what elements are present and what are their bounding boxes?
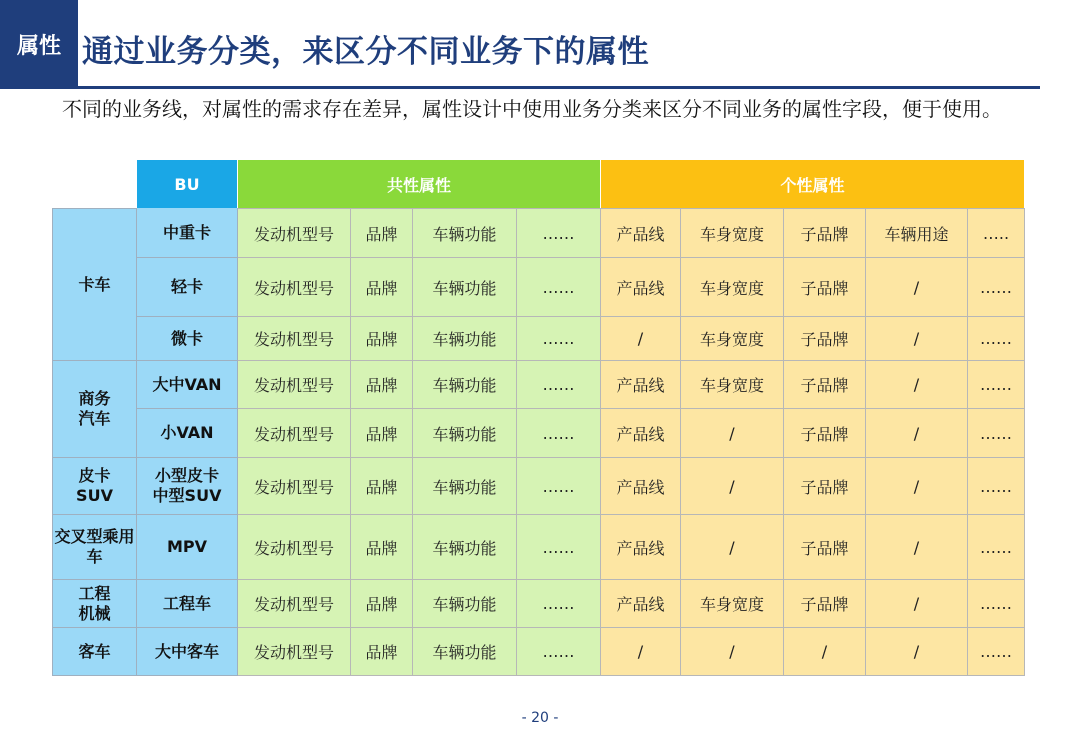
table-cell <box>784 258 866 317</box>
table-cell-label: 车身宽度 <box>699 278 764 298</box>
bu-group-label: 商务 汽车 <box>78 389 111 428</box>
table-cell <box>351 409 413 458</box>
bu-group <box>52 515 137 580</box>
table-cell <box>866 515 968 580</box>
sub-bu-label: 大中客车 <box>154 641 219 661</box>
table-cell-label: 车辆功能 <box>432 278 497 298</box>
table-cell <box>866 317 968 361</box>
table-cell <box>517 580 601 628</box>
table-cell <box>784 515 866 580</box>
table-cell <box>866 409 968 458</box>
sub-bu-label: 轻卡 <box>170 277 203 296</box>
table-cell-label: 产品线 <box>616 595 665 614</box>
table-cell-label: 发动机型号 <box>253 643 334 662</box>
table-cell-label: 品牌 <box>365 224 398 244</box>
table-cell-label: 产品线 <box>616 278 665 298</box>
table-cell-label: / <box>637 642 644 661</box>
sub-bu <box>137 361 238 409</box>
table-cell <box>601 580 681 628</box>
table-cell-label: …… <box>542 476 575 496</box>
table-cell <box>968 628 1025 676</box>
table-cell-label: / <box>913 537 920 557</box>
table-cell-label: / <box>913 277 920 297</box>
table-cell <box>866 458 968 515</box>
table-cell-label: 车身宽度 <box>699 595 764 614</box>
table-cell <box>681 580 784 628</box>
table-cell <box>681 515 784 580</box>
table-cell <box>413 628 517 676</box>
table-cell-label: 品牌 <box>365 595 398 614</box>
table-cell-label: / <box>913 642 920 661</box>
table-cell-label: 发动机型号 <box>253 224 334 244</box>
table-cell <box>681 409 784 458</box>
table-cell-label: / <box>913 476 920 496</box>
table-cell-label: …… <box>542 329 575 348</box>
table-cell <box>784 409 866 458</box>
sub-bu <box>137 317 238 361</box>
sub-bu-label: MPV <box>166 537 208 556</box>
table-cell-label: 车辆功能 <box>432 224 497 244</box>
table-cell-label: 车辆功能 <box>432 330 497 349</box>
table-cell-label: 车辆功能 <box>432 424 497 444</box>
table-cell <box>517 361 601 409</box>
bu-group <box>52 208 137 361</box>
table-cell <box>784 317 866 361</box>
table-cell-label: …… <box>542 223 575 243</box>
header-common-attributes-label: 共性属性 <box>386 175 451 195</box>
table-cell <box>238 409 351 458</box>
table-cell <box>968 361 1025 409</box>
sub-bu <box>137 409 238 458</box>
table-cell <box>238 258 351 317</box>
table-cell <box>517 258 601 317</box>
table-cell-label: / <box>913 329 920 348</box>
table-cell-label: / <box>729 537 735 557</box>
table-cell-label: / <box>913 594 920 613</box>
table-cell <box>601 258 681 317</box>
table-cell-label: …… <box>980 642 1012 661</box>
sub-bu <box>137 515 238 580</box>
table-cell <box>351 361 413 409</box>
table-cell-label: 发动机型号 <box>253 376 334 395</box>
table-cell-label: / <box>729 642 735 661</box>
table-cell-label: / <box>729 476 735 496</box>
table-cell-label: 品牌 <box>365 278 398 298</box>
table-cell <box>601 409 681 458</box>
table-cell-label: …… <box>980 594 1012 613</box>
table-cell-label: 发动机型号 <box>253 595 334 614</box>
sub-bu <box>137 458 238 515</box>
sub-bu-label: 中重卡 <box>162 222 211 242</box>
table-cell <box>681 628 784 676</box>
table-cell <box>351 515 413 580</box>
table-cell-label: 车辆功能 <box>432 477 497 497</box>
bu-group-label: 皮卡 SUV <box>76 466 113 505</box>
header-bu-label: BU <box>174 174 200 194</box>
table-cell <box>238 361 351 409</box>
table-cell-label: 车辆功能 <box>432 595 497 614</box>
table-cell <box>517 317 601 361</box>
table-cell-label: 品牌 <box>365 477 398 497</box>
table-cell <box>601 208 681 258</box>
table-cell <box>601 317 681 361</box>
table-cell <box>681 258 784 317</box>
page-title: 通过业务分类，来区分不同业务下的属性 <box>82 34 649 70</box>
table-cell <box>866 361 968 409</box>
sub-bu-label: 小型皮卡 中型SUV <box>152 466 222 505</box>
table-cell-label: 产品线 <box>616 376 665 395</box>
table-cell-label: 子品牌 <box>800 330 849 349</box>
table-cell-label: 发动机型号 <box>253 424 334 444</box>
table-cell <box>351 258 413 317</box>
table-cell-label: 产品线 <box>616 477 665 497</box>
table-cell <box>968 409 1025 458</box>
table-cell-label: / <box>637 329 644 348</box>
table-cell-label: …… <box>980 537 1012 557</box>
table-cell <box>238 580 351 628</box>
table-cell <box>413 208 517 258</box>
table-cell-label: 子品牌 <box>800 224 849 244</box>
table-cell <box>784 208 866 258</box>
table-cell <box>413 458 517 515</box>
table-cell-label: …… <box>980 476 1012 496</box>
table-cell <box>866 580 968 628</box>
table-cell-label: 发动机型号 <box>253 538 334 558</box>
table-cell-label: 车辆功能 <box>432 643 497 662</box>
table-cell <box>413 258 517 317</box>
table-cell-label: 子品牌 <box>800 278 849 298</box>
table-cell <box>601 515 681 580</box>
title-divider <box>0 86 1040 89</box>
page-number: - 20 - <box>521 710 559 726</box>
table-cell <box>866 208 968 258</box>
table-cell <box>784 580 866 628</box>
bu-group <box>52 628 137 676</box>
table-cell <box>681 208 784 258</box>
sub-bu-label: 微卡 <box>170 328 203 348</box>
table-cell-label: 产品线 <box>616 538 665 558</box>
table-cell <box>601 628 681 676</box>
table-cell-label: 品牌 <box>365 424 398 444</box>
table-cell <box>517 409 601 458</box>
table-cell <box>968 580 1025 628</box>
table-cell <box>238 208 351 258</box>
header-bu <box>137 160 238 208</box>
table-cell-label: 子品牌 <box>800 595 849 614</box>
table-cell-label: 子品牌 <box>800 538 849 558</box>
table-cell-label: …… <box>542 537 575 557</box>
sub-bu-label: 工程车 <box>162 593 211 613</box>
table-cell-label: 产品线 <box>616 424 665 444</box>
table-cell <box>351 580 413 628</box>
bu-group-label: 工程 机械 <box>78 583 111 623</box>
bu-group <box>52 458 137 515</box>
table-cell-label: / <box>821 642 828 661</box>
table-cell-label: …… <box>542 277 575 297</box>
sub-bu-label: 大中VAN <box>152 374 222 394</box>
table-cell <box>866 628 968 676</box>
table-cell-label: / <box>913 375 920 394</box>
sub-bu <box>137 628 238 676</box>
sub-bu <box>137 580 238 628</box>
table-cell <box>681 458 784 515</box>
section-tag: 属性 <box>0 0 78 88</box>
table-cell-label: 车辆用途 <box>884 224 949 244</box>
table-cell-label: 子品牌 <box>800 424 849 444</box>
table-cell <box>517 628 601 676</box>
table-cell-label: 发动机型号 <box>253 477 334 497</box>
table-cell <box>238 317 351 361</box>
table-cell-label: …… <box>980 375 1012 394</box>
table-cell-label: 子品牌 <box>800 477 849 497</box>
table-cell <box>517 208 601 258</box>
table-cell <box>413 409 517 458</box>
table-cell-label: 发动机型号 <box>253 278 334 298</box>
sub-bu <box>137 208 238 258</box>
table-cell <box>238 628 351 676</box>
table-cell <box>784 458 866 515</box>
table-cell-label: 品牌 <box>365 330 398 349</box>
table-cell <box>968 515 1025 580</box>
table-cell-label: …… <box>542 594 575 613</box>
bu-group <box>52 580 137 628</box>
table-cell-label: 产品线 <box>616 224 665 244</box>
table-cell-label: 车身宽度 <box>699 376 764 395</box>
header-common-attributes <box>238 160 601 208</box>
table-cell-label: 品牌 <box>365 538 398 558</box>
table-cell-label: …… <box>980 277 1012 297</box>
table-cell <box>238 458 351 515</box>
table-cell-label: 车辆功能 <box>432 376 497 395</box>
table-cell-label: 发动机型号 <box>253 330 334 349</box>
table-cell-label: 车辆功能 <box>432 538 497 558</box>
table-cell <box>601 458 681 515</box>
table-cell-label: 车身宽度 <box>699 224 764 244</box>
table-cell <box>681 317 784 361</box>
table-cell <box>351 458 413 515</box>
table-cell <box>968 317 1025 361</box>
header-specific-attributes-label: 个性属性 <box>780 175 845 195</box>
table-cell-label: …… <box>980 423 1012 443</box>
table-cell-label: 品牌 <box>365 376 398 395</box>
table-cell <box>351 208 413 258</box>
table-cell-label: / <box>913 423 920 443</box>
bu-group-label: 交叉型乘用车 <box>54 527 135 566</box>
table-cell <box>238 515 351 580</box>
table-cell <box>784 361 866 409</box>
table-cell <box>517 458 601 515</box>
table-cell <box>413 515 517 580</box>
description-text: 不同的业务线，对属性的需求存在差异，属性设计中使用业务分类来区分不同业务的属性字段，便于使用。 <box>62 97 1002 121</box>
table-cell <box>413 580 517 628</box>
bu-group-label: 客车 <box>78 641 111 661</box>
table-cell <box>517 515 601 580</box>
table-cell-label: …… <box>542 423 575 443</box>
table-cell <box>968 458 1025 515</box>
table-cell <box>968 208 1025 258</box>
table-cell-label: / <box>729 423 735 443</box>
header-specific-attributes <box>601 160 1025 208</box>
table-cell <box>601 361 681 409</box>
sub-bu-label: 小VAN <box>160 423 214 442</box>
table-cell <box>351 317 413 361</box>
table-cell <box>968 258 1025 317</box>
table-cell <box>784 628 866 676</box>
table-cell-label: …… <box>542 375 575 394</box>
table-cell <box>866 258 968 317</box>
table-cell-label: …… <box>542 642 575 661</box>
table-cell-label: 品牌 <box>365 643 398 662</box>
table-cell <box>413 361 517 409</box>
table-cell <box>351 628 413 676</box>
table-cell-label: …… <box>980 329 1012 348</box>
table-cell-label: 车身宽度 <box>699 330 764 349</box>
sub-bu <box>137 258 238 317</box>
bu-group <box>52 361 137 458</box>
table-cell-label: ….. <box>982 223 1010 243</box>
table-cell-label: 子品牌 <box>800 376 849 395</box>
table-cell <box>681 361 784 409</box>
bu-group-label: 卡车 <box>78 274 111 294</box>
table-cell <box>413 317 517 361</box>
